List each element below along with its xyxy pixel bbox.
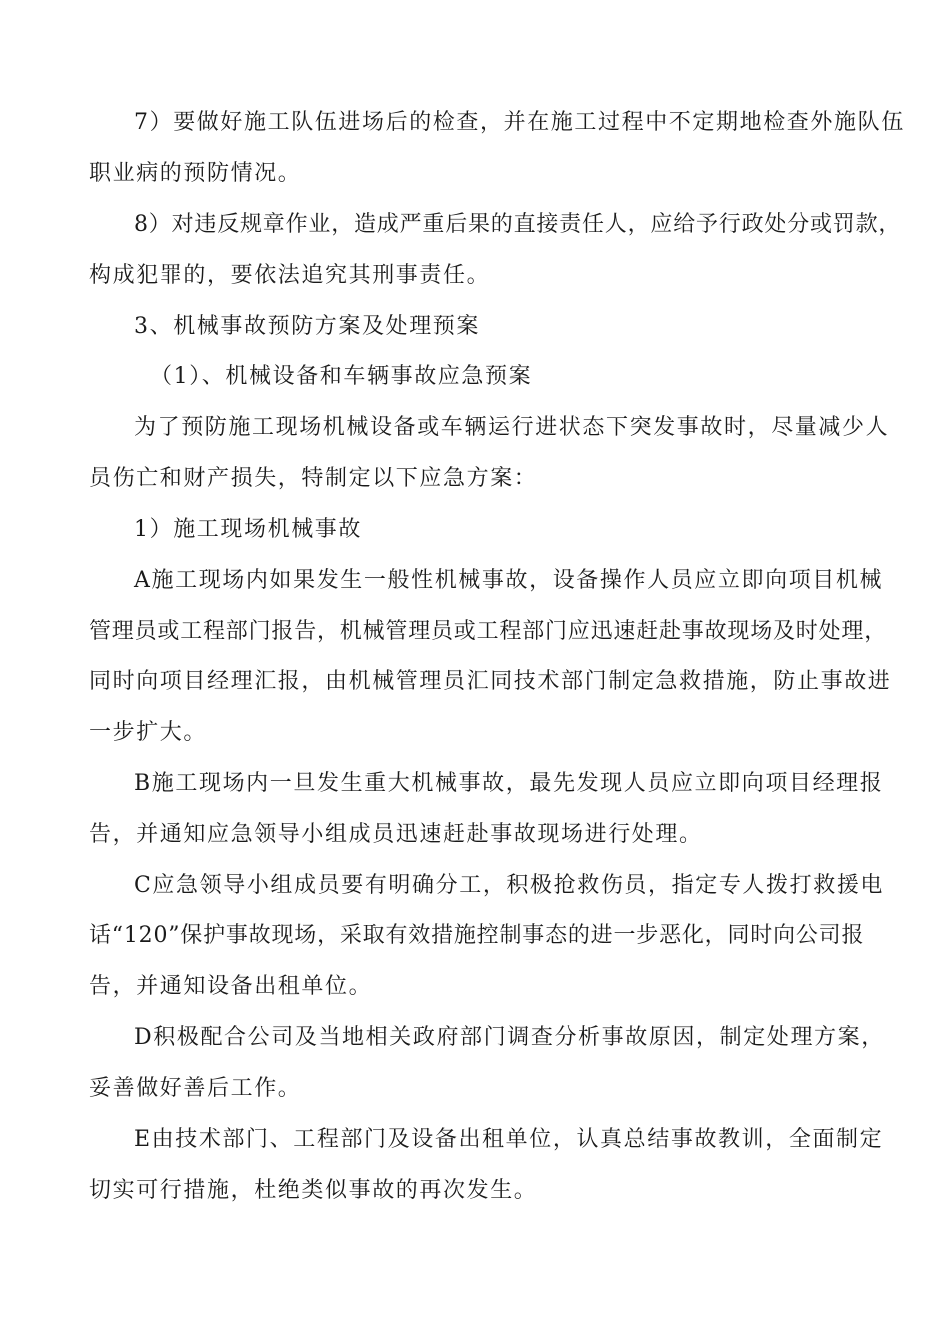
paragraph-7-line-1: 7）要做好施工队伍进场后的检查，并在施工过程中不定期地检查外施队伍: [134, 110, 905, 135]
paragraph-e-line-1: E由技术部门、工程部门及设备出租单位，认真总结事故教训，全面制定: [134, 1127, 884, 1152]
paragraph-a-line-2: 管理员或工程部门报告，机械管理员或工程部门应迅速赶赴事故现场及时处理，: [89, 619, 888, 644]
intro-line-1: 为了预防施工现场机械设备或车辆运行进状态下突发事故时，尽量减少人: [134, 415, 890, 440]
paragraph-c-line-1: C应急领导小组成员要有明确分工，积极抢救伤员，指定专人拨打救援电: [134, 873, 885, 898]
paragraph-d-line-2: 妥善做好善后工作。: [89, 1076, 302, 1101]
item-heading: 1）施工现场机械事故: [134, 517, 362, 542]
section-heading: 3、机械事故预防方案及处理预案: [134, 314, 480, 339]
paragraph-a-line-4: 一步扩大。: [89, 720, 208, 745]
paragraph-b-line-1: B施工现场内一旦发生重大机械事故，最先发现人员应立即向项目经理报: [134, 771, 884, 796]
paragraph-a-line-1: A施工现场内如果发生一般性机械事故，设备操作人员应立即向项目机械: [134, 568, 884, 593]
paragraph-7-line-2: 职业病的预防情况。: [89, 161, 302, 186]
paragraph-e-line-2: 切实可行措施，杜绝类似事故的再次发生。: [89, 1178, 538, 1203]
paragraph-c-line-2: 话“120”保护事故现场，采取有效措施控制事态的进一步恶化，同时向公司报: [89, 923, 865, 948]
paragraph-d-line-1: D积极配合公司及当地相关政府部门调查分析事故原因，制定处理方案，: [134, 1025, 885, 1050]
paragraph-c-line-3: 告，并通知设备出租单位。: [89, 974, 373, 999]
paragraph-8-line-1: 8）对违反规章作业，造成严重后果的直接责任人，应给予行政处分或罚款，: [134, 212, 902, 237]
paragraph-a-line-3: 同时向项目经理汇报，由机械管理员汇同技术部门制定急救措施，防止事故进: [89, 669, 892, 694]
subsection-heading: （1）、机械设备和车辆事故应急预案: [150, 364, 533, 389]
intro-line-2: 员伤亡和财产损失，特制定以下应急方案：: [89, 466, 538, 491]
paragraph-8-line-2: 构成犯罪的，要依法追究其刑事责任。: [89, 263, 491, 288]
paragraph-b-line-2: 告，并通知应急领导小组成员迅速赶赴事故现场进行处理。: [89, 822, 703, 847]
